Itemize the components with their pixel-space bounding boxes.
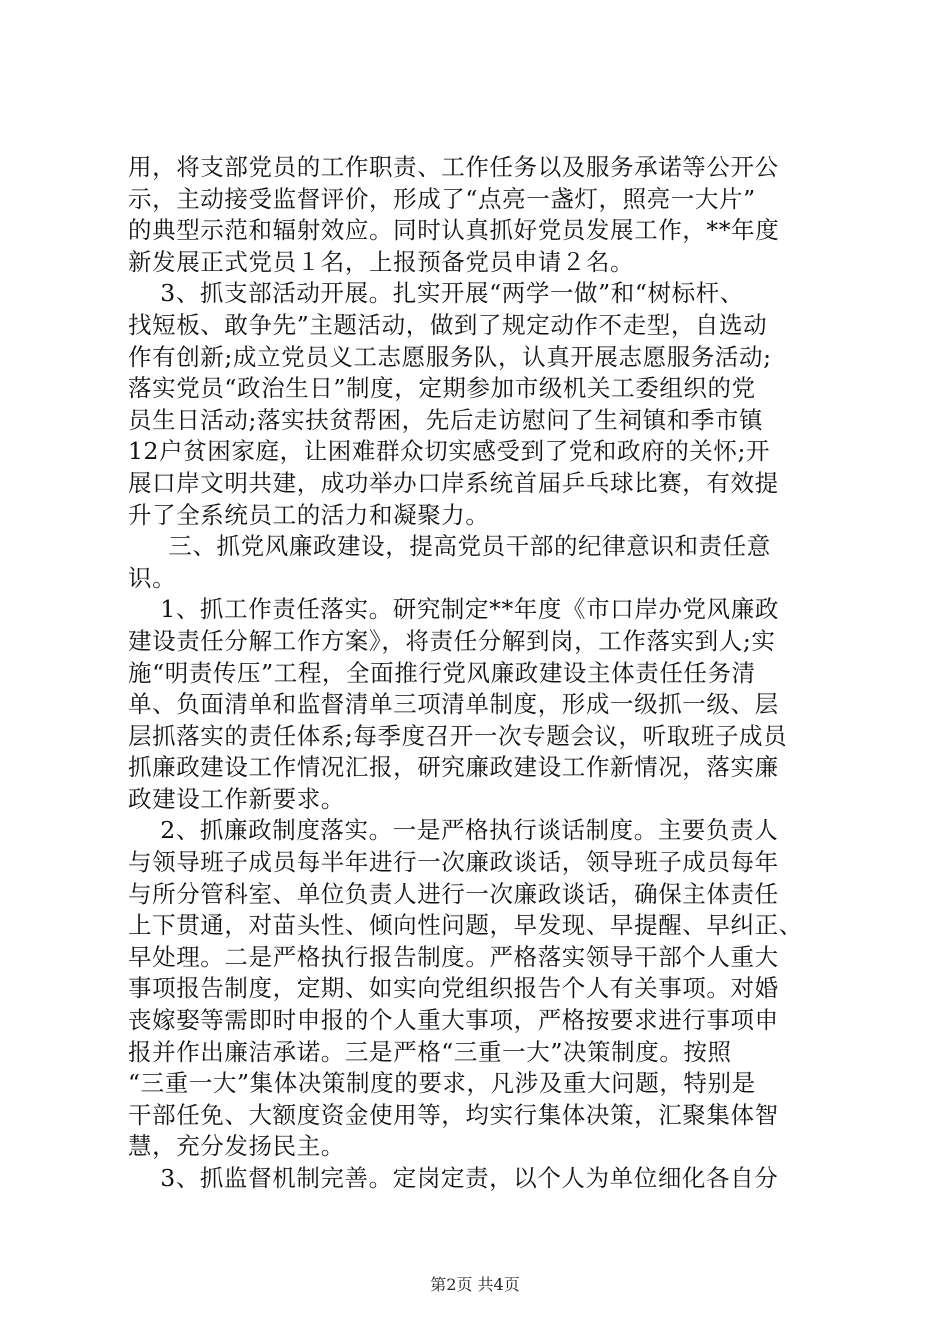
text-line: 慧，充分发扬民主。 <box>128 1132 345 1161</box>
text-line: 3、抓监督机制完善。定岗定责，以个人为单位细化各自分 <box>128 1164 779 1192</box>
text-line: 员生日活动;落实扶贫帮困，先后走访慰问了生祠镇和季市镇 <box>128 405 764 434</box>
text-line: 示，主动接受监督评价，形成了“点亮一盏灯，照亮一大片” <box>128 184 756 213</box>
text-line: 施“明责传压”工程，全面推行党风廉政建设主体责任任务清 <box>128 658 756 687</box>
text-line: 单、负面清单和监督清单三项清单制度，形成一级抓一级、层 <box>128 690 779 719</box>
text-line: 建设责任分解工作方案》，将责任分解到岗，工作落实到人;实 <box>128 626 776 655</box>
section-heading-line: 识。 <box>128 563 177 592</box>
text-line: 与领导班子成员每半年进行一次廉政谈话，领导班子成员每年 <box>128 848 779 877</box>
text-line: 层抓落实的责任体系;每季度召开一次专题会议，听取班子成员 <box>128 721 788 750</box>
section-heading-line: 三、抓党风廉政建设，提高党员干部的纪律意识和责任意 <box>128 532 771 561</box>
text-line: “三重一大”集体决策制度的要求，凡涉及重大问题，特别是 <box>128 1069 756 1098</box>
text-line: 2、抓廉政制度落实。一是严格执行谈话制度。主要负责人 <box>128 816 779 845</box>
text-line: 升了全系统员工的活力和凝聚力。 <box>128 500 490 529</box>
text-line: 早处理。二是严格执行报告制度。严格落实领导干部个人重大 <box>128 942 779 971</box>
text-line: 找短板、敢争先”主题活动，做到了规定动作不走型，自选动 <box>128 310 768 339</box>
page-number-footer: 第2页 共4页 <box>430 1275 520 1294</box>
text-line: 干部任免、大额度资金使用等，均实行集体决策，汇聚集体智 <box>128 1100 779 1129</box>
text-line: 3、抓支部活动开展。扎实开展“两学一做”和“树标杆、 <box>128 279 744 308</box>
text-line: 作有创新;成立党员义工志愿服务队，认真开展志愿服务活动; <box>128 342 772 371</box>
text-line: 报并作出廉洁承诺。三是严格“三重一大”决策制度。按照 <box>128 1037 732 1066</box>
text-line: 落实党员“政治生日”制度，定期参加市级机关工委组织的党 <box>128 374 756 403</box>
text-line: 展口岸文明共建，成功举办口岸系统首届乒乓球比赛，有效提 <box>128 468 779 497</box>
text-line: 的典型示范和辐射效应。同时认真抓好党员发展工作，**年度 <box>128 216 780 245</box>
document-body <box>128 152 840 1195</box>
text-line: 抓廉政建设工作情况汇报，研究廉政建设工作新情况，落实廉 <box>128 753 779 782</box>
text-line: 新发展正式党员１名，上报预备党员申请２名。 <box>128 247 635 276</box>
text-line: 上下贯通，对苗头性、倾向性问题，早发现、早提醒、早纠正、 <box>128 911 803 940</box>
text-line: 12户贫困家庭，让困难群众切实感受到了党和政府的关怀;开 <box>128 437 771 466</box>
text-line: 政建设工作新要求。 <box>128 784 345 813</box>
text-line: 事项报告制度，定期、如实向党组织报告个人有关事项。对婚 <box>128 974 779 1003</box>
text-line: 1、抓工作责任落实。研究制定**年度《市口岸办党风廉政 <box>128 595 779 624</box>
text-line: 丧嫁娶等需即时申报的个人重大事项，严格按要求进行事项申 <box>128 1006 779 1035</box>
text-line: 用，将支部党员的工作职责、工作任务以及服务承诺等公开公 <box>128 153 779 181</box>
text-line: 与所分管科室、单位负责人进行一次廉政谈话，确保主体责任 <box>128 879 779 908</box>
